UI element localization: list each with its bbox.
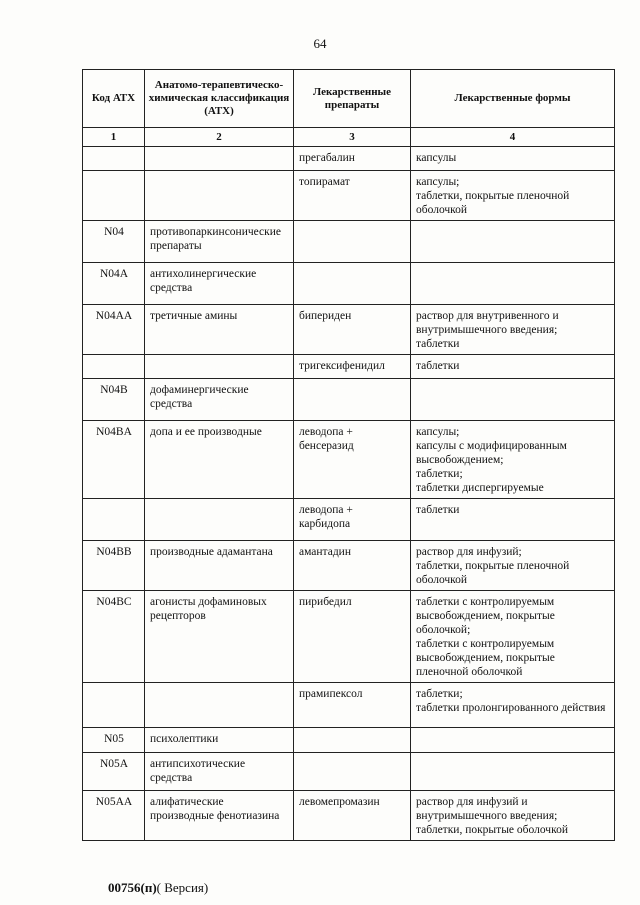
dosage-forms-cell xyxy=(411,728,615,753)
table-row xyxy=(83,263,615,305)
atc-classification-cell xyxy=(145,147,294,171)
column-number-row xyxy=(83,128,615,147)
table-row xyxy=(83,171,615,221)
table-row xyxy=(83,728,615,753)
drug-name-cell xyxy=(294,753,411,791)
drug-name-cell: пирибедил xyxy=(294,591,411,683)
table-row xyxy=(83,753,615,791)
column-number: 4 xyxy=(411,128,615,147)
table-row xyxy=(83,147,615,171)
table-row xyxy=(83,221,615,263)
table-row xyxy=(83,683,615,728)
header-atc-classification: Анатомо-терапевтическо-химическая классификация (АТХ) xyxy=(145,70,294,128)
header-drugs: Лекарственные препараты xyxy=(294,70,411,128)
atc-table xyxy=(82,69,615,841)
table-row xyxy=(83,379,615,421)
atc-classification-cell: допа и ее производные xyxy=(145,421,294,499)
drug-name-cell xyxy=(294,263,411,305)
atc-classification-cell xyxy=(145,355,294,379)
header-dosage-forms: Лекарственные формы xyxy=(411,70,615,128)
table-row xyxy=(83,421,615,499)
atc-classification-cell: третичные амины xyxy=(145,305,294,355)
atc-code-cell: N05 xyxy=(83,728,145,753)
table-row xyxy=(83,541,615,591)
atc-classification-cell xyxy=(145,171,294,221)
dosage-forms-cell: капсулы; таблетки, покрытые пленочной оболочкой xyxy=(411,171,615,221)
atc-classification-cell: агонисты дофаминовых рецепторов xyxy=(145,591,294,683)
atc-classification-cell xyxy=(145,683,294,728)
atc-classification-cell: психолептики xyxy=(145,728,294,753)
atc-code-cell: N04B xyxy=(83,379,145,421)
atc-code-cell: N05A xyxy=(83,753,145,791)
version-label: ( Версия) xyxy=(156,880,209,895)
dosage-forms-cell: таблетки xyxy=(411,355,615,379)
atc-code-cell xyxy=(83,683,145,728)
atc-classification-cell: алифатические производные фенотиазина xyxy=(145,791,294,841)
column-number: 3 xyxy=(294,128,411,147)
dosage-forms-cell xyxy=(411,753,615,791)
atc-code-cell xyxy=(83,355,145,379)
table-row xyxy=(83,355,615,379)
drug-name-cell: бипериден xyxy=(294,305,411,355)
drug-name-cell: амантадин xyxy=(294,541,411,591)
dosage-forms-cell: раствор для инфузий и внутримышечного введения; таблетки, покрытые оболочкой xyxy=(411,791,615,841)
dosage-forms-cell: раствор для инфузий; таблетки, покрытые пленочной оболочкой xyxy=(411,541,615,591)
dosage-forms-cell: раствор для внутривенного и внутримышечного введения; таблетки xyxy=(411,305,615,355)
drug-name-cell: прегабалин xyxy=(294,147,411,171)
atc-classification-cell: противопаркинсонические препараты xyxy=(145,221,294,263)
atc-code-cell xyxy=(83,499,145,541)
drug-name-cell: топирамат xyxy=(294,171,411,221)
atc-code-cell: N04BA xyxy=(83,421,145,499)
table-body xyxy=(83,147,615,841)
atc-code-cell: N04AA xyxy=(83,305,145,355)
drug-name-cell xyxy=(294,221,411,263)
table-row xyxy=(83,791,615,841)
dosage-forms-cell xyxy=(411,379,615,421)
footer xyxy=(108,880,208,896)
atc-classification-cell: антипсихотические средства xyxy=(145,753,294,791)
dosage-forms-cell: таблетки; таблетки пролонгированного действия xyxy=(411,683,615,728)
header-atc-code: Код АТХ xyxy=(83,70,145,128)
atc-classification-cell xyxy=(145,499,294,541)
page-number: 64 xyxy=(313,36,327,51)
drug-name-cell: тригексифенидил xyxy=(294,355,411,379)
atc-code-cell: N04A xyxy=(83,263,145,305)
dosage-forms-cell: капсулы; капсулы с модифицированным высвобождением; таблетки; таблетки диспергируемые xyxy=(411,421,615,499)
atc-code-cell: N04 xyxy=(83,221,145,263)
dosage-forms-cell: таблетки xyxy=(411,499,615,541)
document-code: 00756(п) xyxy=(108,880,157,895)
drug-name-cell: леводопа + карбидопа xyxy=(294,499,411,541)
drug-name-cell: прамипексол xyxy=(294,683,411,728)
drug-name-cell xyxy=(294,728,411,753)
table-row xyxy=(83,305,615,355)
atc-code-cell: N04BB xyxy=(83,541,145,591)
atc-code-cell: N04BC xyxy=(83,591,145,683)
drug-name-cell: леводопа + бенсеразид xyxy=(294,421,411,499)
table-row xyxy=(83,591,615,683)
atc-code-cell xyxy=(83,147,145,171)
atc-classification-cell: антихолинергические средства xyxy=(145,263,294,305)
column-number: 2 xyxy=(145,128,294,147)
dosage-forms-cell: таблетки с контролируемым высвобождением, покрытые оболочкой; таблетки с контролируемым высвобождением, покрытые пленочной оболочкой xyxy=(411,591,615,683)
table-row xyxy=(83,499,615,541)
column-number: 1 xyxy=(83,128,145,147)
drug-name-cell: левомепромазин xyxy=(294,791,411,841)
atc-code-cell: N05AA xyxy=(83,791,145,841)
atc-classification-cell: дофаминергические средства xyxy=(145,379,294,421)
dosage-forms-cell xyxy=(411,221,615,263)
drug-name-cell xyxy=(294,379,411,421)
table-header-row xyxy=(83,70,615,128)
atc-classification-cell: производные адамантана xyxy=(145,541,294,591)
dosage-forms-cell xyxy=(411,263,615,305)
atc-code-cell xyxy=(83,171,145,221)
dosage-forms-cell: капсулы xyxy=(411,147,615,171)
